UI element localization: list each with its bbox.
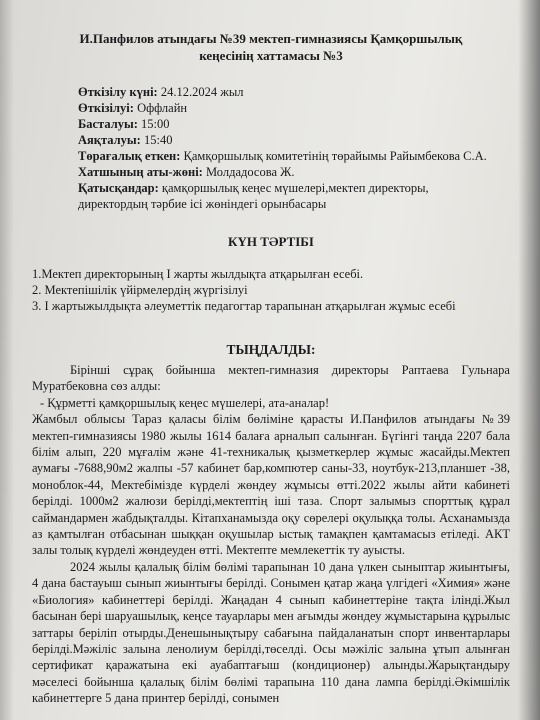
paragraph-intro: Бірінші сұрақ бойынша мектеп-гимназия директоры Раптаева Гульнара Муратбековна сөз алды: — [32, 363, 510, 394]
right-edge-shadow — [518, 0, 540, 720]
heard-heading: ТЫҢДАЛДЫ: — [226, 342, 316, 357]
agenda-list — [32, 266, 510, 314]
meta-start: Басталуы: 15:00 — [78, 117, 170, 131]
document-title — [32, 30, 510, 64]
meta-secretary: Хатшының аты-жөні: Молдадосова Ж. — [78, 165, 295, 179]
meta-format: Өткізілуі: Оффлайн — [78, 101, 188, 115]
paragraph-2024: 2024 жылы қалалық білім бөлімі тарапынан 10 дана үлкен сыныптар жиынтығы, 4 дана бастауыш сынып жиынтығы берілді. Сонымен қатар жаңа үлгідегі «Химия» және «Биология» кабинеттері берілді. Жаңадан 4 сынып кабинеттеріне тақта ілінді.Жыл басынан бері шаруашылық, кеңсе тауарлары мен ағымды жөндеу жұмыстарына құрылыс заттары беріліп отырды.Денешынықтыру сабағына пайдаланатын спорт инвентарлары берілді.Мәжіліс залына ленолиум берілді,төселді. Осы мәжіліс залына ұтып алынған сертификат қаражатына екі ауабаптағыш (кондиционер) алынды.Жарықтандыру мәселесі бойынша қалалық білім бөлімі тарапына 110 дана лампа берілді.Әкімшілік кабинеттерге 5 дана принтер берілді, сонымен — [32, 559, 510, 706]
meta-attendees-cont: директордың тәрбие ісі жөніндегі орынбасары — [78, 197, 327, 211]
document-content — [32, 18, 510, 707]
meta-chair: Төрағалық еткен: Қамқоршылық комитетінің төрайымы Райымбекова С.А. — [78, 149, 487, 163]
agenda-item: 3. І жартыжылдықта әлеуметтік педагогтар тарапынан атқарылған жұмыс есебі — [32, 299, 456, 313]
meta-attendees: Қатысқандар: қамқоршылық кеңес мүшелері,мектеп директоры, — [78, 181, 429, 195]
title-line-1: И.Панфилов атындағы №39 мектеп-гимназиясы Қамқоршылық — [79, 31, 463, 46]
paragraph-report: Жамбыл облысы Тараз қаласы білім бөлімінe қарасты И.Панфилов атындағы №39 мектеп-гимназиясы 1980 жылы 1614 балаға арналып салынған. Бүгінгі таңда 2207 бала білім алып, 220 мұғалім және 41-техникалық қызметкерлер жұмыс жасайды.Мектеп аумағы -7688,90м2 жалпы -57 кабинет бар,компютер саны-33, ноутбук-213,планшет -38, моноблок-44, Мектебімізде күрделі жөндеу жұмысы өтті.2022 жылы айти кабинеті берілді. 1000м2 жалюзи берілді,мектептің іші таза. Спорт залымыз спорттық құрал саймандармен жабдықталды. Кітапханамызда оқу сөрелері оқулыққа толы. Асханамызда аз қамтылған отбасынан шыққан оқушылар ыстық тамақпен қамтамасыз етіледі. АКТ залы толық күрделі жөндеуден өтті. Мектепте мемлекеттік ту ауысты. — [32, 412, 510, 558]
minutes-body — [32, 362, 510, 707]
title-line-2: кеңесінің хаттамасы №3 — [199, 48, 343, 63]
paragraph-address: - Құрметті қамқоршылық кеңес мүшелері, ата-аналар! — [40, 395, 330, 410]
meta-end: Аяқталуы: 15:40 — [78, 133, 173, 147]
meeting-meta — [32, 84, 510, 212]
agenda-item: 1.Мектеп директорының І жарты жылдықта атқарылған есебі. — [32, 267, 364, 281]
agenda-heading: КҮН ТӘРТІБІ — [228, 234, 314, 249]
agenda-item: 2. Мектепішілік үйірмелердің жүргізілуі — [32, 283, 248, 297]
meta-date: Өткізілу күні: 24.12.2024 жыл — [78, 85, 244, 99]
left-edge-shadow — [0, 0, 14, 720]
